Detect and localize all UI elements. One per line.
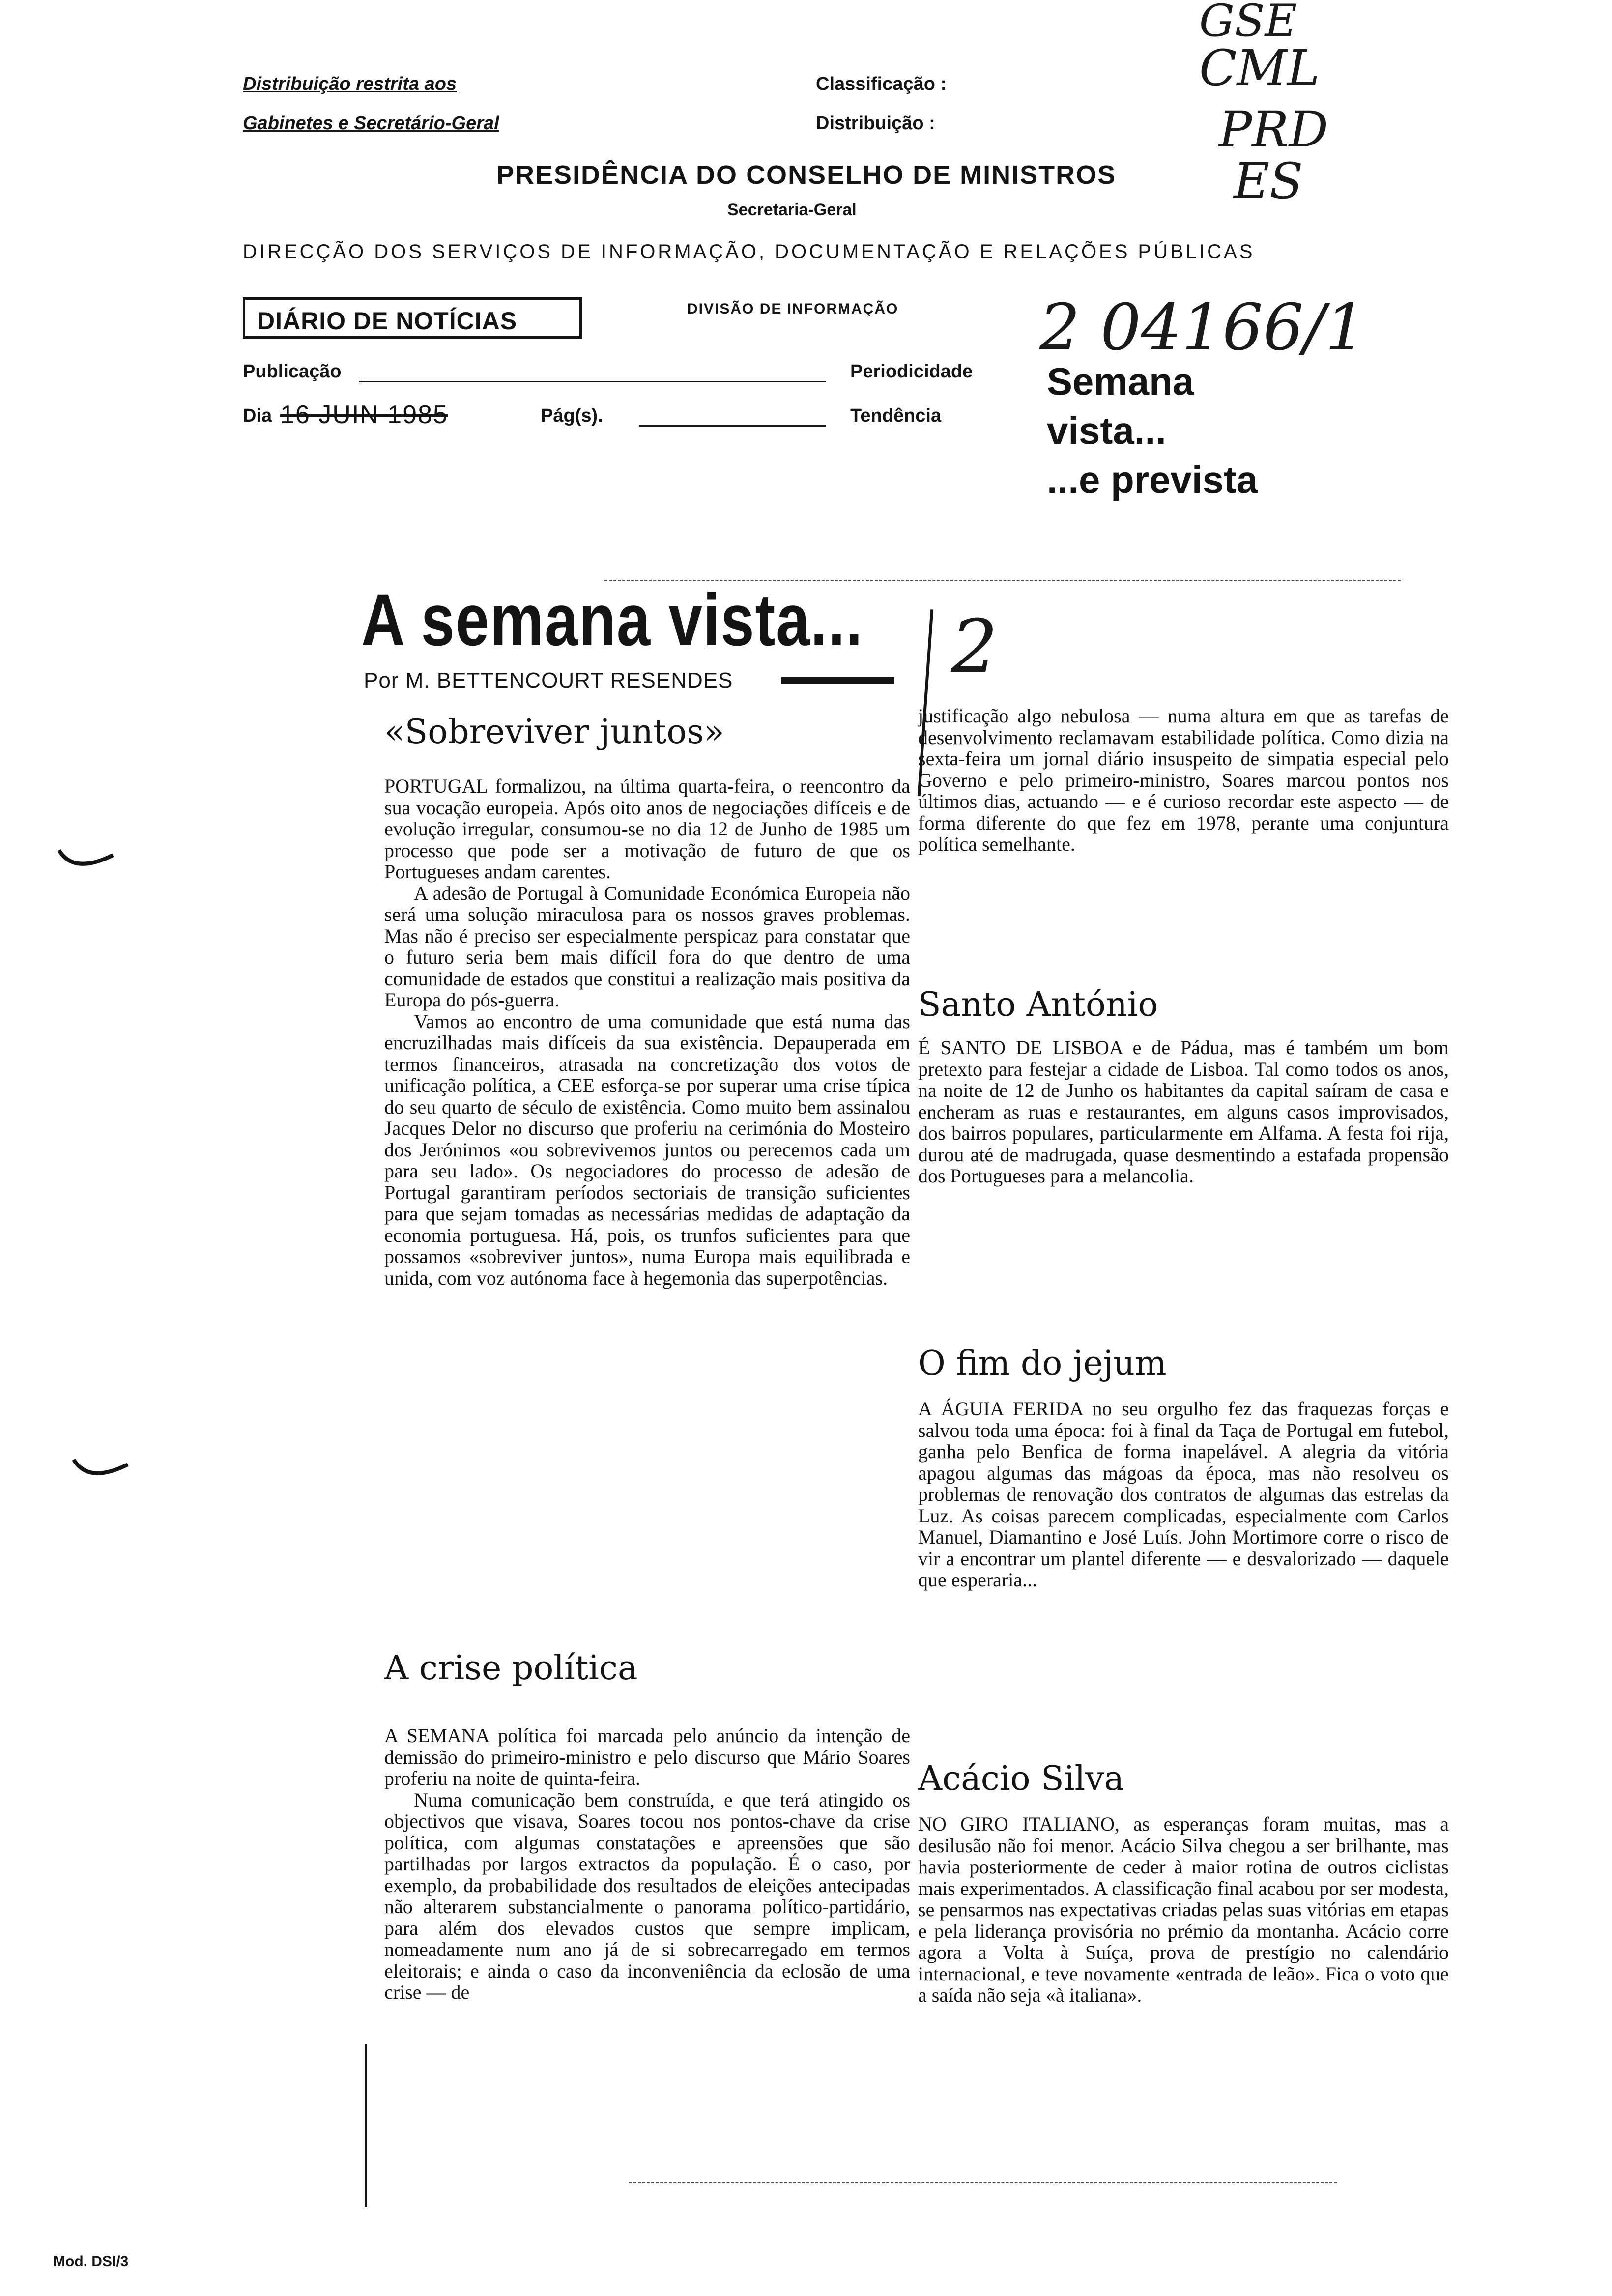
clipping-cut-line: [629, 2182, 1337, 2183]
paragraph: A SEMANA política foi marcada pelo anúncio da intenção de demissão do primeiro-ministro e pelo discurso que Mário Soares proferiu na noite de quinta-feira.: [384, 1724, 910, 1789]
check-mark-icon: [54, 840, 118, 885]
day-label: Dia: [243, 405, 272, 426]
section-stamp: [963, 339, 1297, 545]
section-body-fim-do-jejum: [918, 1398, 1449, 1591]
publication-label: Publicação: [243, 361, 342, 382]
stamp-line-1: Semana: [1047, 360, 1194, 403]
secretariat-title: Secretaria-Geral: [727, 201, 857, 219]
section-body-acacio-silva: [918, 1813, 1449, 2006]
directorate-title: DIRECÇÃO DOS SERVIÇOS DE INFORMAÇÃO, DOCUMENTAÇÃO E RELAÇÕES PÚBLICAS: [243, 241, 1255, 262]
paragraph: Numa comunicação bem construída, e que terá atingido os objectivos que visava, Soares tocou nos pontos-chave da crise política, com algumas constatações e apreensões que são partilhadas por largos extractos da população. É o caso, por exemplo, da probabilidade dos resultados de eleições antecipadas não alterarem substancialmente o panorama político-partidário, para além dos elevados custos que sempre implicam, nomeadamente num ano já de si sobrecarregado em termos eleitorais; e ainda o caso da inconveniência da eclosão de uma crise — de: [384, 1788, 910, 2003]
handwritten-cml: CML: [1199, 39, 1320, 97]
section-title-crise-politica: A crise política: [384, 1649, 638, 1688]
publication-stamp-box: [243, 297, 582, 339]
handwritten-es: ES: [1234, 152, 1303, 210]
section-title-fim-do-jejum: O fim do jejum: [918, 1344, 1167, 1383]
classification-label: Classificação :: [816, 74, 947, 94]
handwritten-gse: GSE: [1199, 0, 1297, 47]
handwritten-column-mark: 2: [951, 604, 998, 690]
division-label: DIVISÃO DE INFORMAÇÃO: [687, 301, 899, 317]
section-title-acacio-silva: Acácio Silva: [918, 1759, 1124, 1798]
byline-rule: [781, 677, 894, 684]
publication-field-line: [359, 381, 826, 382]
section-body-crise-continuation: [918, 705, 1449, 855]
publication-stamp-text: DIÁRIO DE NOTÍCIAS: [257, 307, 518, 335]
form-code: Mod. DSI/3: [53, 2253, 129, 2269]
article-headline: A semana vista...: [361, 578, 864, 661]
day-value: 16 JUIN 1985: [280, 401, 448, 429]
tendency-label: Tendência: [850, 405, 942, 426]
ministry-title: PRESIDÊNCIA DO CONSELHO DE MINISTROS: [496, 160, 1117, 190]
section-body-crise-politica: [384, 1725, 910, 2003]
margin-stroke: [365, 2044, 367, 2207]
pages-field-line: [639, 425, 826, 427]
paragraph: NO GIRO ITALIANO, as esperanças foram muitas, mas a desilusão não foi menor. Acácio Silva chegou a ser brilhante, mas havia posteriormente de ceder à maior rotina de outros ciclistas mais experimentados. A classificação final acabou por ser modesta, se pensarmos nas expectativas criadas pelas suas vitórias em etapas e pela liderança provisória no prémio da montanha. Acácio corre agora a Volta à Suíça, prova de prestígio no calendário internacional, e teve novamente «entrada de leão». Fica o voto que a saída não seja «à italiana».: [918, 1813, 1449, 2006]
stamp-line-2: vista...: [1047, 409, 1166, 452]
section-title-sobreviver: «Sobreviver juntos»: [384, 713, 724, 751]
distribution-note-line2: Gabinetes e Secretário-Geral: [243, 113, 499, 134]
stamp-line-3: ...e prevista: [1047, 458, 1258, 501]
pages-label: Pág(s).: [541, 405, 603, 426]
paragraph: É SANTO DE LISBOA e de Pádua, mas é também um bom pretexto para festejar a cidade de Lisboa. Tal como todos os anos, na noite de 12 de Junho os habitantes da capital saíram de casa e encheram as ruas e restaurantes, em alguns casos improvisados, dos bairros populares, particularmente em Alfama. A festa foi rija, durou até de madrugada, quase desmentindo a estafada propensão dos Portugueses para a melancolia.: [918, 1036, 1449, 1187]
section-title-santo-antonio: Santo António: [918, 985, 1158, 1024]
handwritten-prd: PRD: [1219, 101, 1328, 158]
distribution-label: Distribuição :: [816, 113, 935, 134]
article-byline: Por M. BETTENCOURT RESENDES: [364, 668, 733, 692]
handwritten-ref-number: 2 04166/1: [1039, 290, 1366, 365]
section-body-sobreviver: [384, 775, 910, 1289]
check-mark-icon: [69, 1450, 133, 1494]
paragraph: PORTUGAL formalizou, na última quarta-feira, o reencontro da sua vocação europeia. Após oito anos de negociações difíceis e de evolução irregular, consumou-se no dia 12 de Junho de 1985 um processo que pode ser a motivação de futuro de que os Portugueses andam carentes.: [384, 775, 910, 883]
paragraph: A adesão de Portugal à Comunidade Económica Europeia não será uma solução miraculosa para os nossos graves problemas. Mas não é preciso ser especialmente perspicaz para constatar que o futuro seria bem mais difícil fora do que dentro de uma comunidade de estados que constitui a realização mais positiva da Europa do pós-guerra.: [384, 882, 910, 1011]
paragraph: A ÁGUIA FERIDA no seu orgulho fez das fraquezas forças e salvou toda uma época: foi à final da Taça de Portugal em futebol, ganha pelo Benfica de forma inapelável. A alegria da vitória apagou algumas das mágoas da época, mas não resolveu os problemas de renovação dos contratos de algumas das estrelas da Luz. As coisas parecem complicadas, especialmente com Carlos Manuel, Diamantino e José Luís. John Mortimore corre o risco de vir a encontrar um plantel diferente — e desvalorizado — daquele que esperaria...: [918, 1398, 1449, 1591]
distribution-note-line1: Distribuição restrita aos: [243, 74, 457, 94]
paragraph: justificação algo nebulosa — numa altura em que as tarefas de desenvolvimento reclamavam estabilidade política. Como dizia na sexta-feira um jornal diário insuspeito de simpatia especial pelo Governo e pelo primeiro-ministro, Soares marcou pontos nos últimos dias, actuando — e é curioso recordar este aspecto — de forma diferente do que fez em 1978, perante uma conjuntura política semelhante.: [918, 705, 1449, 855]
section-body-santo-antonio: [918, 1037, 1449, 1187]
periodicity-label: Periodicidade: [850, 361, 973, 382]
paragraph: Vamos ao encontro de uma comunidade que está numa das encruzilhadas mais difíceis da sua existência. Depauperada em termos financeiros, atrasada na concretização dos votos de unificação política, a CEE esforça-se por superar uma crise típica do seu quarto de século de existência. Como muito bem assinalou Jacques Delor no discurso que proferiu na cerimónia do Mosteiro dos Jerónimos «ou sobrevivemos juntos ou perecemos cada um para seu lado». Os negociadores do processo de adesão de Portugal garantiram períodos sectoriais de transição suficientes para que sejam tomadas as necessárias medidas de adaptação da economia portuguesa. Há, pois, os trunfos suficientes para que possamos «sobreviver juntos», numa Europa mais equilibrada e unida, com voz autónoma face à hegemonia das superpotências.: [384, 1010, 910, 1289]
